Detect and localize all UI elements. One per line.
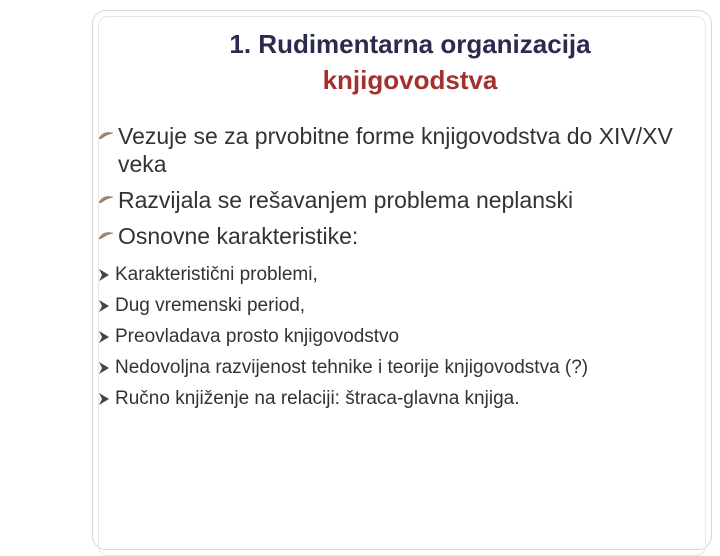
sub-bullet-text: Dug vremenski period, bbox=[115, 295, 306, 316]
arrow-bullet-icon bbox=[98, 299, 110, 313]
arrow-bullet-icon bbox=[98, 268, 110, 282]
arrow-bullet-icon bbox=[98, 330, 110, 344]
sub-bullet-text: Nedovoljna razvijenost tehnike i teorije knjigovodstva (?) bbox=[115, 357, 589, 378]
sub-bullet-text: Karakteristični problemi, bbox=[115, 264, 318, 285]
slide-content bbox=[98, 122, 698, 419]
sub-bullet-text: Preovladava prosto knjigovodstvo bbox=[115, 326, 400, 347]
main-bullet-text: Vezuje se za prvobitne forme knjigovodstva do XIV/XV veka bbox=[118, 123, 673, 177]
main-bullet-item bbox=[98, 186, 698, 214]
leaf-bullet-icon bbox=[98, 231, 114, 240]
main-bullet-item bbox=[98, 122, 698, 178]
leaf-bullet-icon bbox=[98, 195, 114, 204]
main-bullet-item bbox=[98, 222, 698, 250]
arrow-bullet-icon bbox=[98, 392, 110, 406]
leaf-bullet-icon bbox=[98, 131, 114, 140]
slide-title bbox=[100, 26, 720, 98]
sub-bullet-item bbox=[98, 388, 698, 410]
main-bullet-text: Osnovne karakteristike: bbox=[118, 223, 359, 249]
slide-title-line1: 1. Rudimentarna organizacija bbox=[229, 29, 591, 59]
arrow-bullet-icon bbox=[98, 361, 110, 375]
sub-bullet-list bbox=[98, 264, 698, 410]
slide-title-line2: knjigovodstva bbox=[322, 65, 498, 95]
main-bullet-text: Razvijala se rešavanjem problema neplanski bbox=[118, 187, 574, 213]
sub-bullet-item bbox=[98, 326, 698, 348]
sub-bullet-text: Ručno knjiženje na relaciji: štraca-glavna knjiga. bbox=[115, 388, 520, 409]
sub-bullet-item bbox=[98, 264, 698, 286]
sub-bullet-item bbox=[98, 295, 698, 317]
sub-bullet-item bbox=[98, 357, 698, 379]
